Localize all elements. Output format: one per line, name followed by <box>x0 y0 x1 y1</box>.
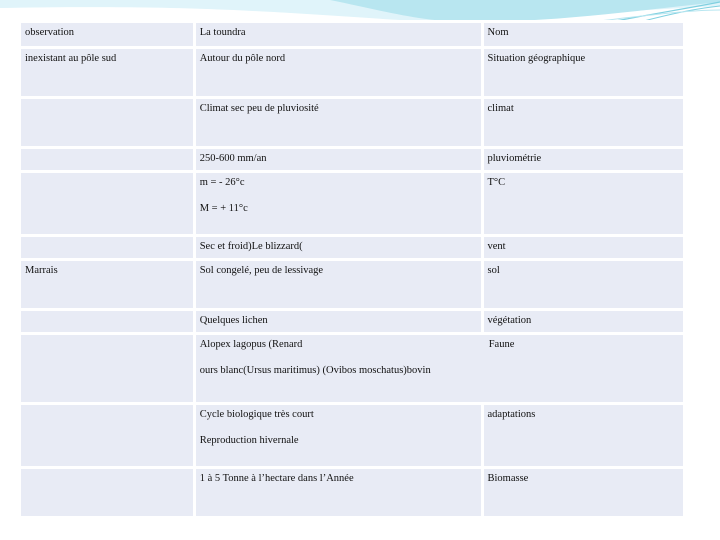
cell-text: Nom <box>487 27 509 38</box>
table-cell <box>194 404 482 468</box>
table-cell <box>194 148 482 172</box>
cell-text: 1 à 5 Tonne à l’hectare dans l’Année <box>199 473 354 484</box>
table-cell <box>20 172 195 236</box>
table-cell <box>20 260 195 310</box>
table-row <box>20 22 685 48</box>
table-cell <box>20 148 195 172</box>
table-cell <box>482 98 685 148</box>
cell-text: Cycle biologique très court <box>199 409 314 420</box>
table-cell <box>20 48 195 98</box>
table-row <box>20 148 685 172</box>
table-row <box>20 334 685 404</box>
table-cell <box>20 236 195 260</box>
table-cell <box>194 236 482 260</box>
cell-text: sol <box>487 265 500 276</box>
cell-text-right: Faune <box>488 339 515 350</box>
cell-text: Biomasse <box>487 473 529 484</box>
table-cell <box>194 22 482 48</box>
table-cell <box>194 172 482 236</box>
cell-text: adaptations <box>487 409 536 420</box>
table-row <box>20 48 685 98</box>
table-cell <box>482 468 685 518</box>
table-cell <box>194 48 482 98</box>
table-cell <box>20 22 195 48</box>
cell-text: inexistant au pôle sud <box>25 53 117 64</box>
decor-wave-1 <box>0 0 720 21</box>
table-cell <box>482 260 685 310</box>
decor-wave-2 <box>330 0 720 22</box>
table-row <box>20 172 685 236</box>
cell-text-line2: Reproduction hivernale <box>199 435 299 446</box>
cell-text-line2: ours blanc(Ursus maritimus) (Ovibos moschatus)bovin <box>199 365 431 376</box>
table-cell <box>20 334 195 404</box>
cell-text: m = - 26°c <box>199 177 245 188</box>
table-cell <box>20 310 195 334</box>
table-row <box>20 468 685 518</box>
cell-text: vent <box>487 241 506 252</box>
cell-text: Sol congelé, peu de lessivage <box>199 265 324 276</box>
cell-text: 250-600 mm/an <box>199 153 267 164</box>
table-cell <box>20 404 195 468</box>
cell-text: observation <box>25 27 74 38</box>
table-cell <box>194 334 684 404</box>
table-cell <box>482 22 685 48</box>
table-cell <box>20 98 195 148</box>
table-row <box>20 404 685 468</box>
table-cell <box>20 468 195 518</box>
tundra-table <box>18 20 686 519</box>
table-row <box>20 310 685 334</box>
table-row <box>20 260 685 310</box>
cell-text: Autour du pôle nord <box>199 53 286 64</box>
table-cell <box>482 48 685 98</box>
cell-text: Marrais <box>25 265 58 276</box>
cell-text: Situation géographique <box>487 53 586 64</box>
table-cell <box>194 98 482 148</box>
table-cell <box>482 236 685 260</box>
table-cell <box>194 310 482 334</box>
cell-text: Alopex lagopus (Renard <box>199 339 303 350</box>
table-row <box>20 98 685 148</box>
table-cell <box>482 148 685 172</box>
cell-text: Climat sec peu de pluviosité <box>199 103 319 114</box>
table-cell <box>194 468 482 518</box>
cell-text: pluviométrie <box>487 153 542 164</box>
cell-text: Sec et froid)Le blizzard( <box>199 241 303 252</box>
table-cell <box>482 404 685 468</box>
cell-text: Quelques lichen <box>199 315 268 326</box>
table-row <box>20 236 685 260</box>
table-cell <box>194 260 482 310</box>
cell-text: T°C <box>487 177 506 188</box>
cell-text-line2: M = + 11°c <box>199 203 248 214</box>
cell-text: climat <box>487 103 514 114</box>
cell-text: végétation <box>487 315 532 326</box>
table-cell <box>482 172 685 236</box>
cell-text: La toundra <box>199 27 246 38</box>
table-cell <box>482 310 685 334</box>
